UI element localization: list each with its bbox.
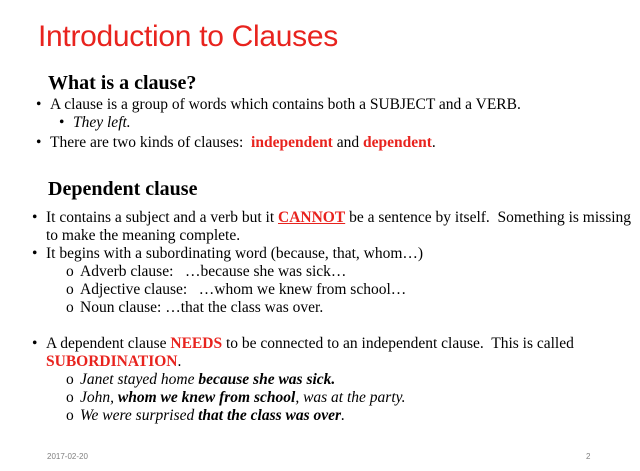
keyword-subordination: SUBORDINATION	[46, 353, 178, 370]
bullet-text: There are two kinds of clauses:	[50, 134, 252, 151]
bullet-text: .	[177, 353, 182, 370]
sub-bullet-adverb-clause	[66, 263, 346, 281]
bullet-continuation: to make the meaning complete.	[46, 227, 241, 244]
bullet-text: A dependent clause	[46, 335, 171, 352]
sub-bullet-text: Noun clause: …that the class was over.	[80, 299, 324, 316]
keyword-cannot: CANNOT	[278, 209, 346, 226]
sub-bullet-text: Adjective clause: …whom we knew from school…	[80, 281, 407, 298]
bullet-text: to be connected to an independent clause. This is called	[222, 335, 574, 352]
bullet-text: A clause is a group of words which contains both a SUBJECT and a VERB.	[50, 96, 521, 113]
example-text: John,	[80, 389, 118, 406]
bullet-text: .	[431, 134, 436, 151]
example-text: , was at the party.	[295, 389, 406, 406]
footer-page-number: 2	[586, 452, 591, 461]
bullet-dot: •	[59, 114, 65, 131]
bullet-text: It begins with a subordinating word (because, that, whom…)	[46, 245, 424, 262]
circle-bullet: o	[66, 263, 74, 280]
section-heading-what-is-a-clause: What is a clause?	[48, 72, 197, 94]
bullet-dot: •	[36, 134, 42, 151]
bullet-text: It contains a subject and a verb but it	[46, 209, 279, 226]
bullet-dot: •	[32, 209, 38, 226]
example-dependent-clause: because she was sick.	[198, 371, 336, 388]
keyword-independent: independent	[251, 134, 333, 151]
example-text: .	[341, 407, 345, 424]
keyword-dependent: dependent	[363, 134, 432, 151]
section-heading-dependent-clause: Dependent clause	[48, 178, 198, 200]
example-text: We were surprised	[80, 407, 199, 424]
circle-bullet: o	[66, 299, 74, 316]
example-dependent-clause: that the class was over	[198, 407, 342, 424]
bullet-continuation-subordination	[46, 353, 181, 371]
example-text: Janet stayed home	[80, 371, 199, 388]
example-sentence-1	[66, 371, 335, 389]
example-sentence-2	[66, 389, 406, 407]
circle-bullet: o	[66, 389, 74, 406]
example-sentence-3	[66, 407, 345, 425]
circle-bullet: o	[66, 407, 74, 424]
bullet-text: and	[332, 134, 363, 151]
sub-bullet-adjective-clause	[66, 281, 406, 299]
sub-bullet-example	[59, 114, 131, 132]
example-text: They left.	[73, 114, 131, 131]
sub-bullet-noun-clause	[66, 299, 323, 317]
circle-bullet: o	[66, 281, 74, 298]
bullet-cannot-stand-alone	[32, 209, 631, 227]
bullet-two-kinds	[36, 134, 436, 152]
bullet-dot: •	[32, 245, 38, 262]
slide-title: Introduction to Clauses	[38, 20, 338, 53]
bullet-clause-definition	[36, 96, 521, 114]
bullet-subordinating-word	[32, 245, 423, 263]
footer-date: 2017-02-20	[47, 452, 88, 461]
bullet-dot: •	[32, 335, 38, 352]
bullet-dot: •	[36, 96, 42, 113]
bullet-needs-connection	[32, 335, 574, 353]
sub-bullet-text: Adverb clause: …because she was sick…	[80, 263, 347, 280]
circle-bullet: o	[66, 371, 74, 388]
example-dependent-clause: whom we knew from school	[117, 389, 296, 406]
bullet-text: be a sentence by itself. Something is missing	[345, 209, 632, 226]
keyword-needs: NEEDS	[170, 335, 223, 352]
